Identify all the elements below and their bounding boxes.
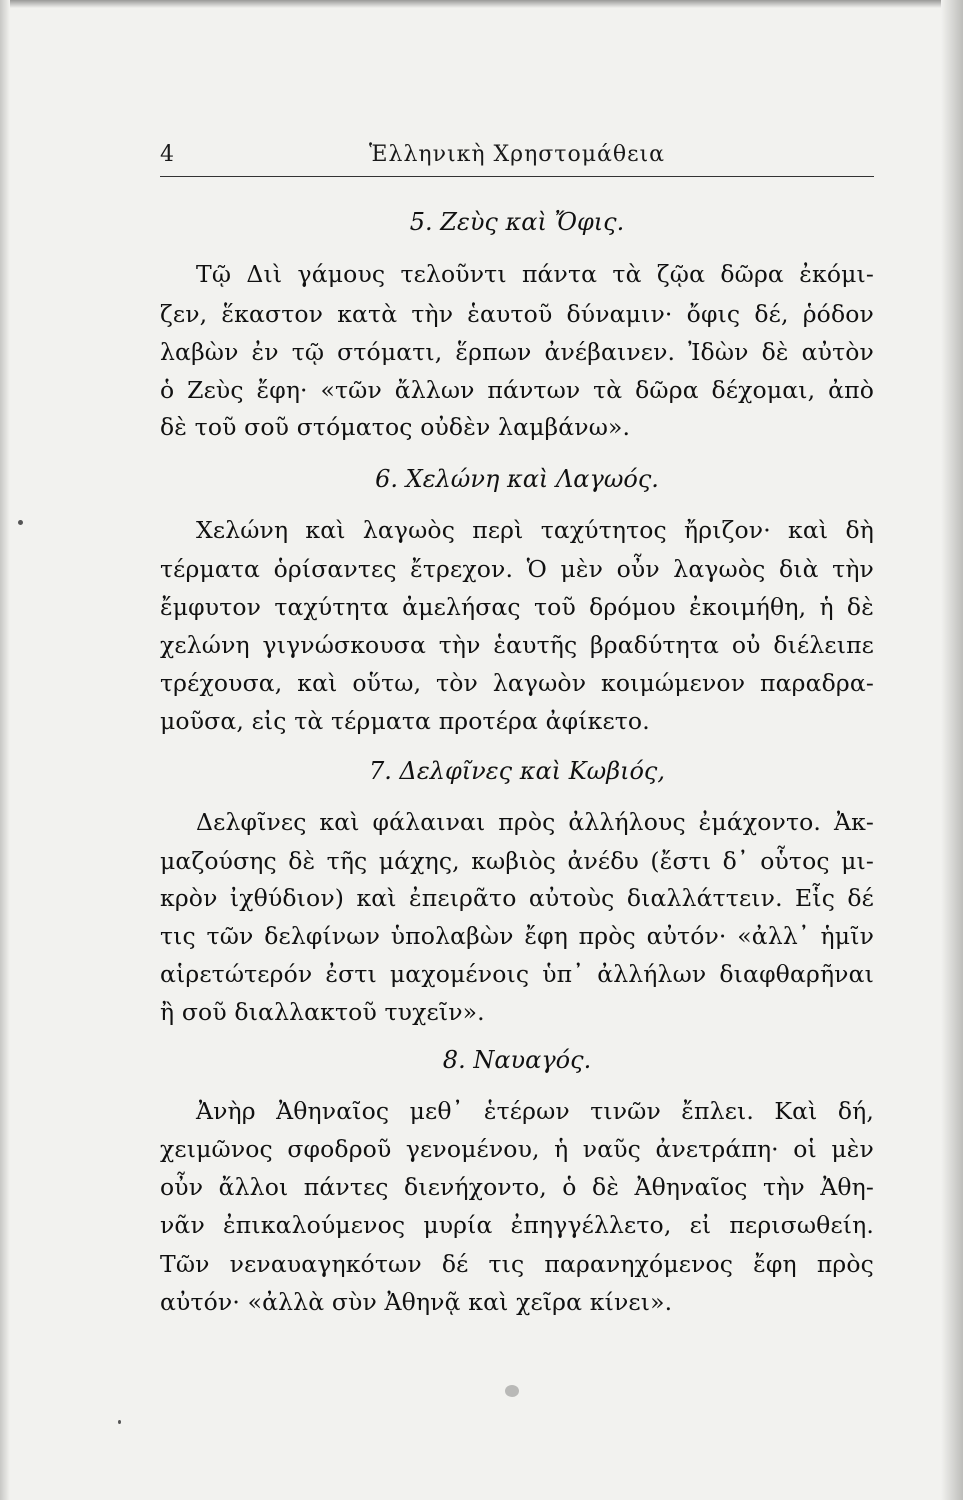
text-line: ὁ Ζεὺς ἔφη· «τῶν ἄλλων πάντων τὰ δῶρα δέχομαι, ἀπὸ xyxy=(160,376,874,404)
text-line: δὲ τοῦ σοῦ στόματος οὐδὲν λαμβάνω». xyxy=(160,413,631,441)
section-heading: 8. Ναυαγός. xyxy=(442,1046,592,1074)
text-line: τις τῶν δελφίνων ὑπολαβὼν ἔφη πρὸς αὐτόν· «ἀλλ᾽ ἡμῖν xyxy=(160,922,874,950)
text-line: ζεν, ἕκαστον κατὰ τὴν ἑαυτοῦ δύναμιν· ὄφις δέ, ῥόδον xyxy=(160,300,874,328)
scan-speck xyxy=(18,520,23,525)
text-line: Χελώνη καὶ λαγωὸς περὶ ταχύτητος ἤριζον· καὶ δὴ xyxy=(196,516,874,544)
text-line: χειμῶνος σφοδροῦ γενομένου, ἡ ναῦς ἀνετράπη· οἱ μὲν xyxy=(160,1135,874,1163)
text-line: μοῦσα, εἰς τὰ τέρματα προτέρα ἀφίκετο. xyxy=(160,707,650,735)
text-line: αἱρετώτερόν ἐστι μαχομένοις ὑπ᾽ ἀλλήλων διαφθαρῆναι xyxy=(160,960,874,988)
text-line: τέρματα ὁρίσαντες ἔτρεχον. Ὁ μὲν οὖν λαγωὸς διὰ τὴν xyxy=(160,555,874,583)
section-heading: 6. Χελώνη καὶ Λαγωός. xyxy=(375,465,659,493)
page-header xyxy=(160,142,874,174)
text-line: Δελφῖνες καὶ φάλαιναι πρὸς ἀλλήλους ἐμάχοντο. Ἀκ- xyxy=(196,808,874,836)
header-rule xyxy=(160,176,874,177)
text-line: λαβὼν ἐν τῷ στόματι, ἕρπων ἀνέβαινεν. Ἰδὼν δὲ αὐτὸν xyxy=(160,338,874,366)
text-line: χελώνη γιγνώσκουσα τὴν ἑαυτῆς βραδύτητα οὐ διέλειπε xyxy=(160,631,874,659)
running-title: Ἑλληνικὴ Χρηστομάθεια xyxy=(369,142,665,167)
text-line: ἔμφυτον ταχύτητα ἀμελήσας τοῦ δρόμου ἐκοιμήθη, ἡ δὲ xyxy=(160,593,874,621)
text-line: Τῷ Διὶ γάμους τελοῦντι πάντα τὰ ζῷα δῶρα ἐκόμι- xyxy=(196,260,874,288)
scan-edge-left xyxy=(0,0,10,1500)
text-line: οὖν ἄλλοι πάντες διενήχοντο, ὁ δὲ Ἀθηναῖος τὴν Ἀθη- xyxy=(160,1173,874,1201)
scan-speck xyxy=(118,1420,121,1424)
scan-edge-right xyxy=(941,0,963,1500)
text-line: αὐτόν· «ἀλλὰ σὺν Ἀθηνᾷ καὶ χεῖρα κίνει». xyxy=(160,1288,673,1316)
text-line: Τῶν νεναυαγηκότων δέ τις παρανηχόμενος ἔφη πρὸς xyxy=(160,1250,874,1278)
text-line: τρέχουσα, καὶ οὕτω, τὸν λαγωὸν κοιμώμενον παραδρα- xyxy=(160,669,874,697)
text-line: κρὸν ἰχθύδιον) καὶ ἐπειρᾶτο αὐτοὺς διαλλάττειν. Εἷς δέ xyxy=(160,884,874,912)
scan-speck xyxy=(505,1385,519,1397)
section-heading: 7. Δελφῖνες καὶ Κωβιός, xyxy=(369,757,665,785)
section-heading: 5. Ζεὺς καὶ Ὄφις. xyxy=(409,208,625,236)
scan-edge-top xyxy=(0,0,963,8)
text-line: νᾶν ἐπικαλούμενος μυρία ἐπηγγέλλετο, εἰ περισωθείη. xyxy=(160,1211,874,1239)
text-line: μαζούσης δὲ τῆς μάχης, κωβιὸς ἀνέδυ (ἔστι δ᾽ οὗτος μι- xyxy=(160,847,874,875)
text-line: ἢ σοῦ διαλλακτοῦ τυχεῖν». xyxy=(160,998,485,1026)
page-number: 4 xyxy=(160,142,174,167)
text-line: Ἀνὴρ Ἀθηναῖος μεθ᾽ ἑτέρων τινῶν ἔπλει. Καὶ δή, xyxy=(196,1097,874,1125)
